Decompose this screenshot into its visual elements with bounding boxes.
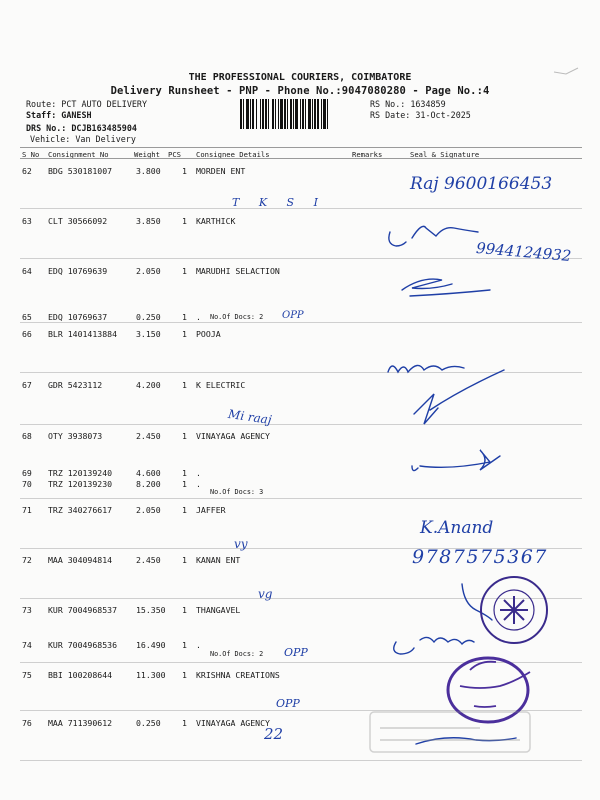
row-consignment-no: BBI 100208644: [48, 670, 113, 680]
row-weight: 4.600: [136, 468, 161, 478]
company-title: THE PROFESSIONAL COURIERS, COIMBATORE: [188, 72, 412, 83]
handwritten-mark-r62: T K S I: [232, 196, 326, 209]
row-sno: 69: [22, 468, 32, 478]
row-consignment-no: EDQ 10769637: [48, 312, 108, 322]
row-consignee: .: [196, 468, 201, 478]
handwritten-phone-r71: 9787575367: [412, 546, 548, 568]
row-weight: 2.450: [136, 431, 161, 441]
row-divider: [20, 498, 582, 499]
rs-number: RS No.: 1634859: [370, 99, 446, 109]
col-sno: S No: [22, 150, 40, 159]
row-weight: 2.050: [136, 266, 161, 276]
row-pcs: 1: [182, 312, 187, 322]
row-pcs: 1: [182, 718, 187, 728]
row-consignment-no: CLT 30566092: [48, 216, 108, 226]
row-pcs: 1: [182, 329, 187, 339]
row-weight: 16.490: [136, 640, 166, 650]
row-weight: 0.250: [136, 312, 161, 322]
col-consignment: Consignment No: [48, 150, 109, 159]
row-pcs: 1: [182, 266, 187, 276]
row-divider: [20, 662, 582, 663]
docs-note: No.Of Docs: 2: [210, 650, 264, 658]
row-divider: [20, 322, 582, 323]
header-rule-top: [20, 147, 582, 148]
row-weight: 8.200: [136, 479, 161, 489]
row-pcs: 1: [182, 505, 187, 515]
handwritten-opp-r65: OPP: [282, 310, 304, 321]
row-sno: 73: [22, 605, 32, 615]
row-pcs: 1: [182, 555, 187, 565]
row-consignment-no: BLR 1401413884: [48, 329, 118, 339]
row-weight: 15.350: [136, 605, 166, 615]
row-consignment-no: BDG 530181007: [48, 166, 113, 176]
handwritten-opp-r74: OPP: [284, 646, 308, 659]
row-sno: 65: [22, 312, 32, 322]
row-consignment-no: KUR 7004968537: [48, 605, 118, 615]
signature-strokes: [388, 226, 516, 744]
row-weight: 4.200: [136, 380, 161, 390]
row-consignee: MORDEN ENT: [196, 166, 246, 176]
row-divider: [20, 424, 582, 425]
row-sno: 76: [22, 718, 32, 728]
row-consignee: POOJA: [196, 329, 221, 339]
row-pcs: 1: [182, 605, 187, 615]
row-weight: 3.850: [136, 216, 161, 226]
faded-rubber-stamp: [370, 712, 530, 752]
row-consignee: K ELECTRIC: [196, 380, 246, 390]
row-consignee: KARTHICK: [196, 216, 236, 226]
row-consignment-no: MAA 304094814: [48, 555, 113, 565]
col-remarks: Remarks: [352, 150, 383, 159]
col-consignee: Consignee Details: [196, 150, 270, 159]
row-sno: 70: [22, 479, 32, 489]
row-sno: 62: [22, 166, 32, 176]
row-consignee: .: [196, 479, 201, 489]
col-seal-signature: Seal & Signature: [410, 150, 480, 159]
rs-date: RS Date: 31-Oct-2025: [370, 110, 471, 120]
handwritten-mark-r73: vg: [258, 587, 273, 601]
row-weight: 0.250: [136, 718, 161, 728]
handwritten-name-r67: Mi raaj: [227, 407, 273, 427]
row-weight: 11.300: [136, 670, 166, 680]
row-consignment-no: GDR 5423112: [48, 380, 103, 390]
docs-note: No.Of Docs: 2: [210, 313, 264, 321]
row-consignment-no: OTY 3938073: [48, 431, 103, 441]
row-weight: 2.450: [136, 555, 161, 565]
row-divider: [20, 372, 582, 373]
handwritten-number-r76: 22: [264, 725, 284, 743]
vehicle-label: Vehicle: Van Delivery: [30, 134, 136, 144]
row-divider: [20, 760, 582, 761]
row-sno: 75: [22, 670, 32, 680]
row-consignment-no: TRZ 120139230: [48, 479, 113, 489]
row-sno: 72: [22, 555, 32, 565]
handwritten-opp-r76: OPP: [276, 697, 300, 710]
row-weight: 3.800: [136, 166, 161, 176]
row-pcs: 1: [182, 166, 187, 176]
creations-oval-stamp: [448, 658, 530, 722]
row-pcs: 1: [182, 431, 187, 441]
row-sno: 71: [22, 505, 32, 515]
row-consignment-no: TRZ 120139240: [48, 468, 113, 478]
row-weight: 3.150: [136, 329, 161, 339]
handwritten-phone-r63: 9944124932: [475, 238, 573, 266]
row-consignee: VINAYAGA AGENCY: [196, 718, 270, 728]
row-consignment-no: KUR 7004968536: [48, 640, 118, 650]
col-weight: Weight: [134, 150, 160, 159]
row-consignment-no: TRZ 340276617: [48, 505, 113, 515]
row-consignment-no: MAA 711390612: [48, 718, 113, 728]
runsheet-title: Delivery Runsheet - PNP - Phone No.:9047080280 - Page No.:4: [110, 85, 490, 97]
handwritten-name-r71: K.Anand: [420, 518, 494, 538]
row-pcs: 1: [182, 216, 187, 226]
header-rule-bottom: [20, 158, 582, 159]
row-weight: 2.050: [136, 505, 161, 515]
row-sno: 67: [22, 380, 32, 390]
row-consignee: .: [196, 312, 201, 322]
row-pcs: 1: [182, 479, 187, 489]
handwritten-mark-r72: vy: [234, 537, 248, 551]
staff-label: Staff: GANESH: [26, 110, 92, 120]
row-sno: 68: [22, 431, 32, 441]
row-consignee: JAFFER: [196, 505, 226, 515]
row-consignee: THANGAVEL: [196, 605, 241, 615]
col-pcs: PCS: [168, 150, 181, 159]
row-consignee: MARUDHI SELACTION: [196, 266, 280, 276]
row-pcs: 1: [182, 640, 187, 650]
row-sno: 64: [22, 266, 32, 276]
row-sno: 63: [22, 216, 32, 226]
row-consignment-no: EDQ 10769639: [48, 266, 108, 276]
row-sno: 74: [22, 640, 32, 650]
row-divider: [20, 598, 582, 599]
row-pcs: 1: [182, 670, 187, 680]
row-divider: [20, 710, 582, 711]
barcode: [240, 99, 366, 129]
row-consignee: .: [196, 640, 201, 650]
company-seal-stamp: [481, 577, 547, 643]
row-sno: 66: [22, 329, 32, 339]
row-consignee: KRISHNA CREATIONS: [196, 670, 280, 680]
row-pcs: 1: [182, 380, 187, 390]
signature-r62: Raj 9600166453: [410, 174, 553, 194]
route-label: Route: PCT AUTO DELIVERY: [26, 99, 148, 109]
docs-note: No.Of Docs: 3: [210, 488, 264, 496]
row-pcs: 1: [182, 468, 187, 478]
row-consignee: KANAN ENT: [196, 555, 241, 565]
drs-label: DRS No.: DCJB163485904: [26, 123, 137, 133]
row-consignee: VINAYAGA AGENCY: [196, 431, 270, 441]
